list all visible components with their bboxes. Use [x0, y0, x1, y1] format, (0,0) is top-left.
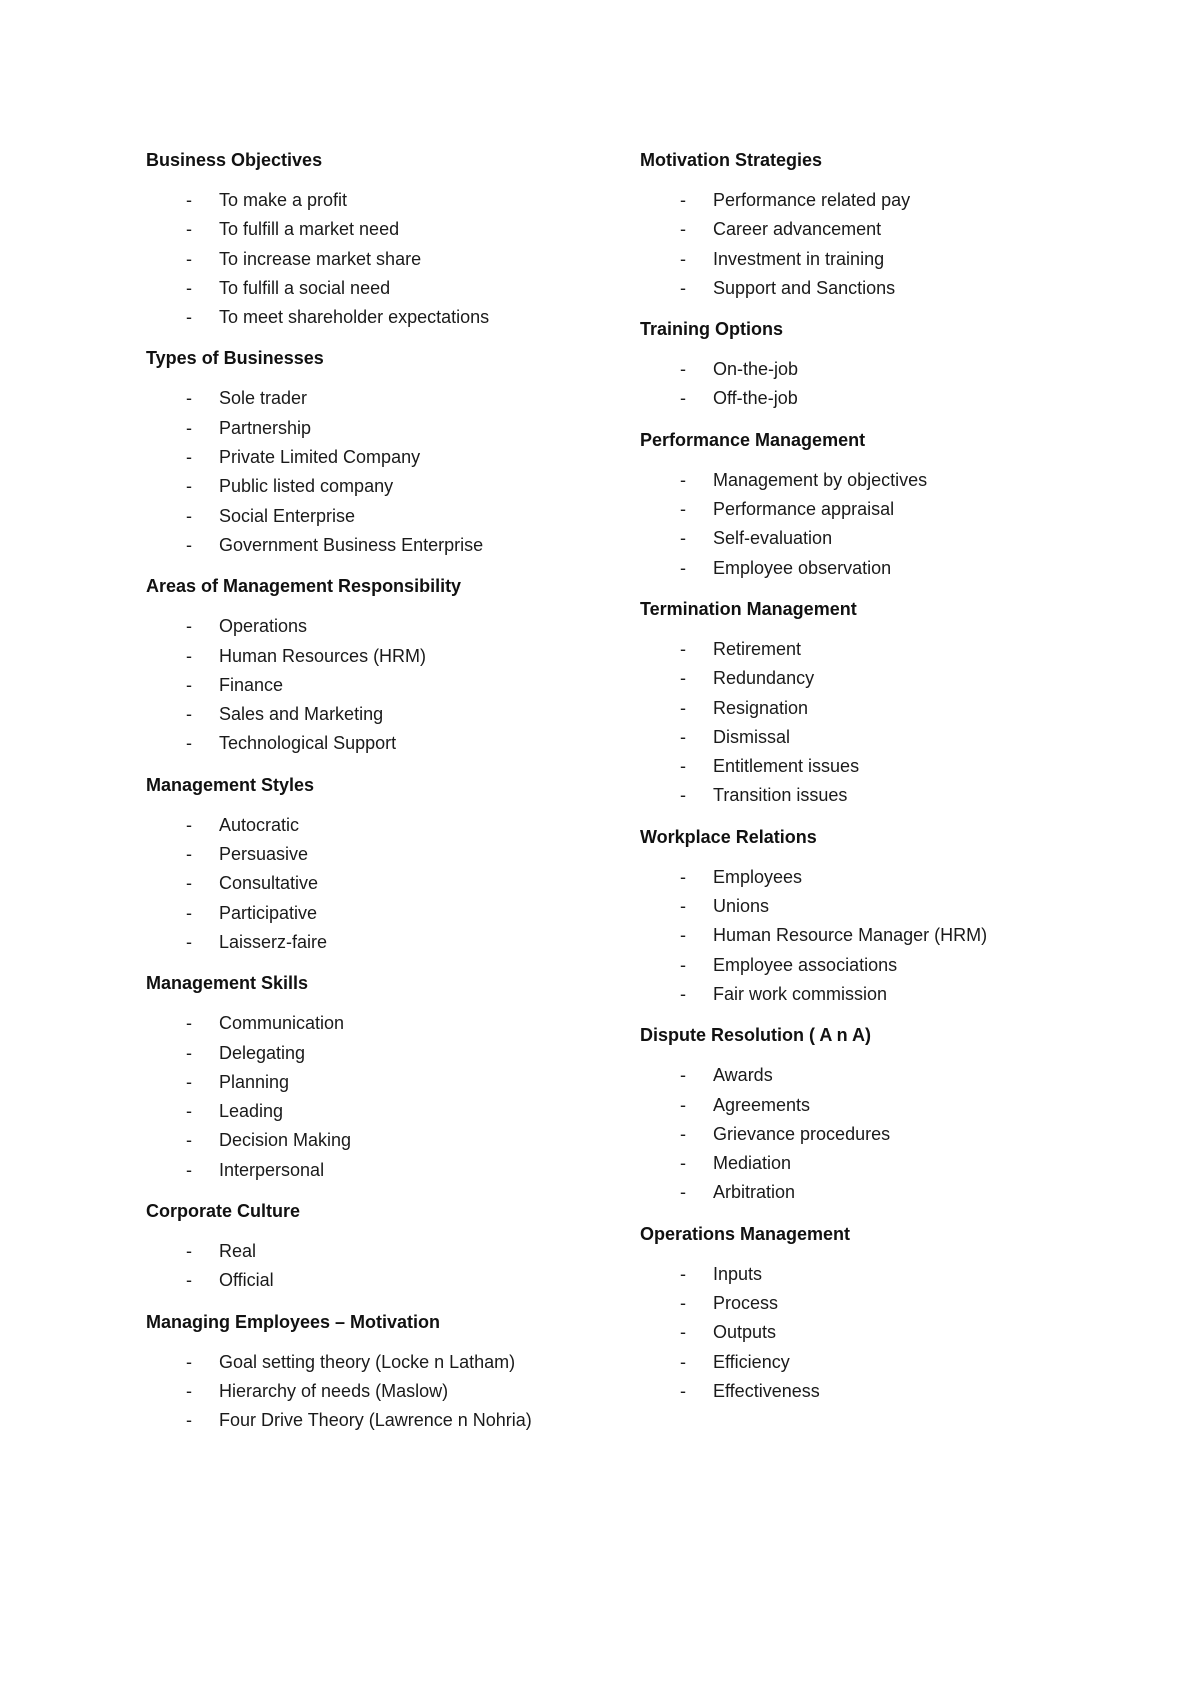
- list-item: [146, 186, 626, 215]
- list-item-text: Investment in training: [713, 248, 885, 269]
- list-item-text: Effectiveness: [713, 1380, 820, 1401]
- bullet-dash: -: [680, 1094, 686, 1115]
- bullet-dash: -: [680, 668, 686, 689]
- list-item: [146, 472, 626, 501]
- list-item-text: To meet shareholder expectations: [219, 307, 490, 328]
- bullet-dash: -: [186, 674, 192, 695]
- bullet-dash: -: [680, 1293, 686, 1314]
- section-areas-of-management-responsibility: [146, 574, 626, 758]
- list-item-text: Delegating: [219, 1042, 306, 1063]
- bullet-dash: -: [186, 1351, 192, 1372]
- list-item: [146, 414, 626, 443]
- section-termination-management: [640, 597, 1120, 811]
- list-item: [640, 355, 1120, 384]
- bullet-dash: -: [186, 277, 192, 298]
- bullet-dash: -: [680, 557, 686, 578]
- section-dispute-resolution-a-n-a: [640, 1023, 1120, 1207]
- list-item: [146, 899, 626, 928]
- bullet-list: [146, 1009, 626, 1185]
- bullet-dash: -: [186, 1159, 192, 1180]
- list-item: [640, 694, 1120, 723]
- bullet-dash: -: [680, 638, 686, 659]
- section-heading: Termination Management: [640, 598, 857, 619]
- list-item-text: Unions: [713, 896, 770, 917]
- list-item-text: To make a profit: [219, 190, 348, 210]
- list-item-text: Inputs: [713, 1263, 763, 1284]
- list-item-text: Process: [713, 1293, 779, 1314]
- list-item-text: Participative: [219, 902, 318, 923]
- list-item-text: Communication: [219, 1013, 345, 1034]
- bullet-dash: -: [680, 1153, 686, 1174]
- list-item: [146, 502, 626, 531]
- list-item: [640, 274, 1120, 303]
- list-item: [146, 1068, 626, 1097]
- bullet-dash: -: [186, 616, 192, 637]
- list-item: [640, 1348, 1120, 1377]
- bullet-dash: -: [186, 1042, 192, 1063]
- bullet-dash: -: [186, 534, 192, 555]
- list-item-text: On-the-job: [713, 359, 799, 380]
- bullet-dash: -: [186, 645, 192, 666]
- bullet-dash: -: [186, 307, 192, 328]
- list-item: [146, 384, 626, 413]
- bullet-dash: -: [186, 814, 192, 835]
- section-business-objectives: [146, 148, 626, 332]
- list-item-text: Sole trader: [219, 388, 308, 409]
- bullet-list: [146, 384, 626, 560]
- list-item: [146, 1126, 626, 1155]
- bullet-list: [146, 811, 626, 957]
- list-item-text: Finance: [219, 674, 284, 695]
- section-heading: Types of Businesses: [146, 348, 324, 369]
- list-item: [146, 1348, 626, 1377]
- bullet-dash: -: [680, 1322, 686, 1343]
- list-item-text: Laisserz-faire: [219, 931, 328, 952]
- list-item: [640, 1318, 1120, 1347]
- section-management-styles: [146, 773, 626, 957]
- list-item-text: To increase market share: [219, 248, 422, 269]
- list-item-text: Persuasive: [219, 844, 309, 865]
- list-item: [146, 671, 626, 700]
- list-item-text: Hierarchy of needs (Maslow): [219, 1380, 449, 1401]
- list-item: [146, 1039, 626, 1068]
- list-item-text: Employees: [713, 866, 803, 887]
- list-item-text: Mediation: [713, 1153, 792, 1174]
- list-item: [146, 443, 626, 472]
- list-item: [146, 1266, 626, 1295]
- bullet-dash: -: [680, 499, 686, 520]
- list-item-text: Public listed company: [219, 476, 394, 497]
- list-item: [640, 1061, 1120, 1090]
- list-item: [146, 700, 626, 729]
- list-item-text: Social Enterprise: [219, 505, 356, 526]
- section-managing-employees-motivation: [146, 1310, 626, 1436]
- list-item-text: Goal setting theory (Locke n Latham): [219, 1351, 516, 1372]
- bullet-dash: -: [680, 248, 686, 269]
- list-item: [640, 524, 1120, 553]
- list-item: [146, 642, 626, 671]
- list-item: [640, 1149, 1120, 1178]
- bullet-dash: -: [186, 1270, 192, 1291]
- list-item: [640, 1120, 1120, 1149]
- list-item: [640, 1289, 1120, 1318]
- bullet-list: [146, 1348, 626, 1436]
- list-item-text: Dismissal: [713, 726, 791, 747]
- section-heading: Management Styles: [146, 774, 315, 795]
- bullet-list: [640, 1260, 1120, 1406]
- list-item: [640, 863, 1120, 892]
- bullet-dash: -: [186, 704, 192, 725]
- bullet-dash: -: [186, 1380, 192, 1401]
- bullet-dash: -: [186, 1071, 192, 1092]
- section-operations-management: [640, 1222, 1120, 1406]
- list-item-text: Employee associations: [713, 954, 898, 975]
- section-heading: Management Skills: [146, 973, 309, 994]
- section-corporate-culture: [146, 1199, 626, 1296]
- list-item-text: Employee observation: [713, 557, 892, 578]
- list-item: [640, 723, 1120, 752]
- bullet-dash: -: [186, 219, 192, 240]
- bullet-dash: -: [680, 1351, 686, 1372]
- list-item: [146, 1009, 626, 1038]
- list-item-text: Four Drive Theory (Lawrence n Nohria): [219, 1410, 532, 1431]
- list-item: [146, 811, 626, 840]
- list-item-text: Human Resource Manager (HRM): [713, 925, 988, 946]
- list-item-text: Technological Support: [219, 733, 397, 754]
- list-item-text: Autocratic: [219, 814, 300, 835]
- bullet-dash: -: [186, 447, 192, 468]
- list-item-text: Agreements: [713, 1094, 811, 1115]
- list-item-text: To fulfill a market need: [219, 219, 400, 240]
- bullet-dash: -: [680, 1380, 686, 1401]
- bullet-dash: -: [680, 219, 686, 240]
- bullet-dash: -: [680, 1182, 686, 1203]
- list-item-text: Redundancy: [713, 668, 815, 689]
- bullet-dash: -: [680, 954, 686, 975]
- list-item-text: Consultative: [219, 873, 319, 894]
- section-heading: Workplace Relations: [640, 826, 817, 847]
- bullet-dash: -: [186, 931, 192, 952]
- list-item: [146, 531, 626, 560]
- bullet-dash: -: [680, 983, 686, 1004]
- list-item: [640, 215, 1120, 244]
- bullet-dash: -: [680, 896, 686, 917]
- list-item-text: Government Business Enterprise: [219, 534, 484, 555]
- bullet-dash: -: [680, 190, 686, 210]
- bullet-list: [640, 466, 1120, 583]
- list-item: [640, 921, 1120, 950]
- bullet-dash: -: [186, 248, 192, 269]
- bullet-dash: -: [186, 1130, 192, 1151]
- list-item: [640, 1260, 1120, 1289]
- section-heading: Business Objectives: [146, 150, 323, 170]
- bullet-dash: -: [680, 925, 686, 946]
- list-item: [640, 1377, 1120, 1406]
- bullet-dash: -: [186, 505, 192, 526]
- list-item-text: To fulfill a social need: [219, 277, 391, 298]
- bullet-dash: -: [680, 469, 686, 490]
- list-item: [146, 612, 626, 641]
- section-performance-management: [640, 428, 1120, 583]
- section-heading: Training Options: [640, 319, 783, 340]
- bullet-dash: -: [186, 1410, 192, 1431]
- bullet-dash: -: [186, 873, 192, 894]
- list-item-text: Official: [219, 1270, 274, 1291]
- list-item-text: Partnership: [219, 417, 312, 438]
- list-item-text: Resignation: [713, 697, 809, 718]
- list-item: [146, 1097, 626, 1126]
- section-training-options: [640, 317, 1120, 414]
- list-item: [640, 892, 1120, 921]
- list-item-text: Self-evaluation: [713, 528, 833, 549]
- list-item-text: Interpersonal: [219, 1159, 325, 1180]
- bullet-dash: -: [680, 528, 686, 549]
- list-item: [640, 495, 1120, 524]
- section-types-of-businesses: [146, 346, 626, 560]
- list-item-text: Sales and Marketing: [219, 704, 384, 725]
- list-item: [640, 466, 1120, 495]
- bullet-dash: -: [186, 902, 192, 923]
- list-item: [146, 303, 626, 332]
- list-item: [640, 245, 1120, 274]
- list-item-text: Entitlement issues: [713, 756, 860, 777]
- section-heading: Corporate Culture: [146, 1201, 301, 1222]
- list-item-text: Real: [219, 1241, 257, 1262]
- list-item-text: Leading: [219, 1101, 284, 1122]
- list-item: [640, 186, 1120, 215]
- list-item: [640, 781, 1120, 810]
- section-heading: Managing Employees – Motivation: [146, 1311, 441, 1332]
- list-item-text: Off-the-job: [713, 388, 798, 409]
- bullet-dash: -: [186, 1013, 192, 1034]
- bullet-list: [640, 355, 1120, 414]
- bullet-list: [146, 186, 626, 332]
- bullet-dash: -: [186, 844, 192, 865]
- list-item: [146, 1156, 626, 1185]
- bullet-dash: -: [680, 1065, 686, 1086]
- list-item-text: Career advancement: [713, 219, 882, 240]
- left-column: [146, 148, 626, 1450]
- list-item: [146, 869, 626, 898]
- list-item: [640, 752, 1120, 781]
- list-item-text: Arbitration: [713, 1182, 796, 1203]
- list-item: [640, 1178, 1120, 1207]
- list-item-text: Human Resources (HRM): [219, 645, 427, 666]
- list-item: [640, 635, 1120, 664]
- list-item-text: Management by objectives: [713, 469, 928, 490]
- list-item: [146, 1377, 626, 1406]
- bullet-list: [146, 1237, 626, 1296]
- list-item-text: Support and Sanctions: [713, 277, 896, 298]
- section-heading: Operations Management: [640, 1223, 851, 1244]
- list-item: [640, 1091, 1120, 1120]
- bullet-dash: -: [680, 1123, 686, 1144]
- list-item: [146, 840, 626, 869]
- bullet-dash: -: [186, 417, 192, 438]
- list-item: [146, 1406, 626, 1435]
- bullet-dash: -: [680, 1263, 686, 1284]
- list-item: [146, 729, 626, 758]
- list-item: [640, 384, 1120, 413]
- bullet-dash: -: [680, 697, 686, 718]
- list-item-text: Efficiency: [713, 1351, 790, 1372]
- list-item-text: Awards: [713, 1065, 773, 1086]
- list-item: [640, 664, 1120, 693]
- list-item-text: Operations: [219, 616, 308, 637]
- bullet-dash: -: [680, 359, 686, 380]
- bullet-dash: -: [186, 733, 192, 754]
- list-item-text: Performance appraisal: [713, 499, 895, 520]
- bullet-dash: -: [680, 866, 686, 887]
- list-item-text: Grievance procedures: [713, 1123, 891, 1144]
- bullet-dash: -: [186, 1241, 192, 1262]
- list-item: [146, 215, 626, 244]
- list-item: [640, 554, 1120, 583]
- bullet-dash: -: [186, 190, 192, 210]
- list-item-text: Performance related pay: [713, 190, 911, 210]
- list-item-text: Fair work commission: [713, 983, 888, 1004]
- bullet-list: [640, 635, 1120, 811]
- section-motivation-strategies: [640, 148, 1120, 303]
- list-item-text: Outputs: [713, 1322, 777, 1343]
- bullet-dash: -: [186, 1101, 192, 1122]
- bullet-list: [640, 863, 1120, 1009]
- section-heading: Areas of Management Responsibility: [146, 576, 462, 597]
- section-heading: Dispute Resolution ( A n A): [640, 1025, 871, 1046]
- list-item-text: Transition issues: [713, 785, 848, 806]
- bullet-dash: -: [680, 726, 686, 747]
- right-column: [640, 148, 1120, 1420]
- bullet-dash: -: [680, 756, 686, 777]
- list-item: [640, 980, 1120, 1009]
- section-heading: Motivation Strategies: [640, 150, 823, 170]
- list-item: [146, 928, 626, 957]
- bullet-list: [640, 186, 1120, 303]
- bullet-dash: -: [186, 476, 192, 497]
- list-item: [146, 274, 626, 303]
- bullet-dash: -: [680, 388, 686, 409]
- list-item-text: Private Limited Company: [219, 447, 421, 468]
- list-item: [640, 951, 1120, 980]
- section-workplace-relations: [640, 825, 1120, 1009]
- bullet-dash: -: [680, 785, 686, 806]
- bullet-list: [146, 612, 626, 758]
- list-item-text: Decision Making: [219, 1130, 352, 1151]
- list-item: [146, 245, 626, 274]
- bullet-list: [640, 1061, 1120, 1207]
- bullet-dash: -: [680, 277, 686, 298]
- list-item: [146, 1237, 626, 1266]
- section-management-skills: [146, 971, 626, 1185]
- bullet-dash: -: [186, 388, 192, 409]
- list-item-text: Planning: [219, 1071, 290, 1092]
- list-item-text: Retirement: [713, 638, 802, 659]
- section-heading: Performance Management: [640, 429, 866, 450]
